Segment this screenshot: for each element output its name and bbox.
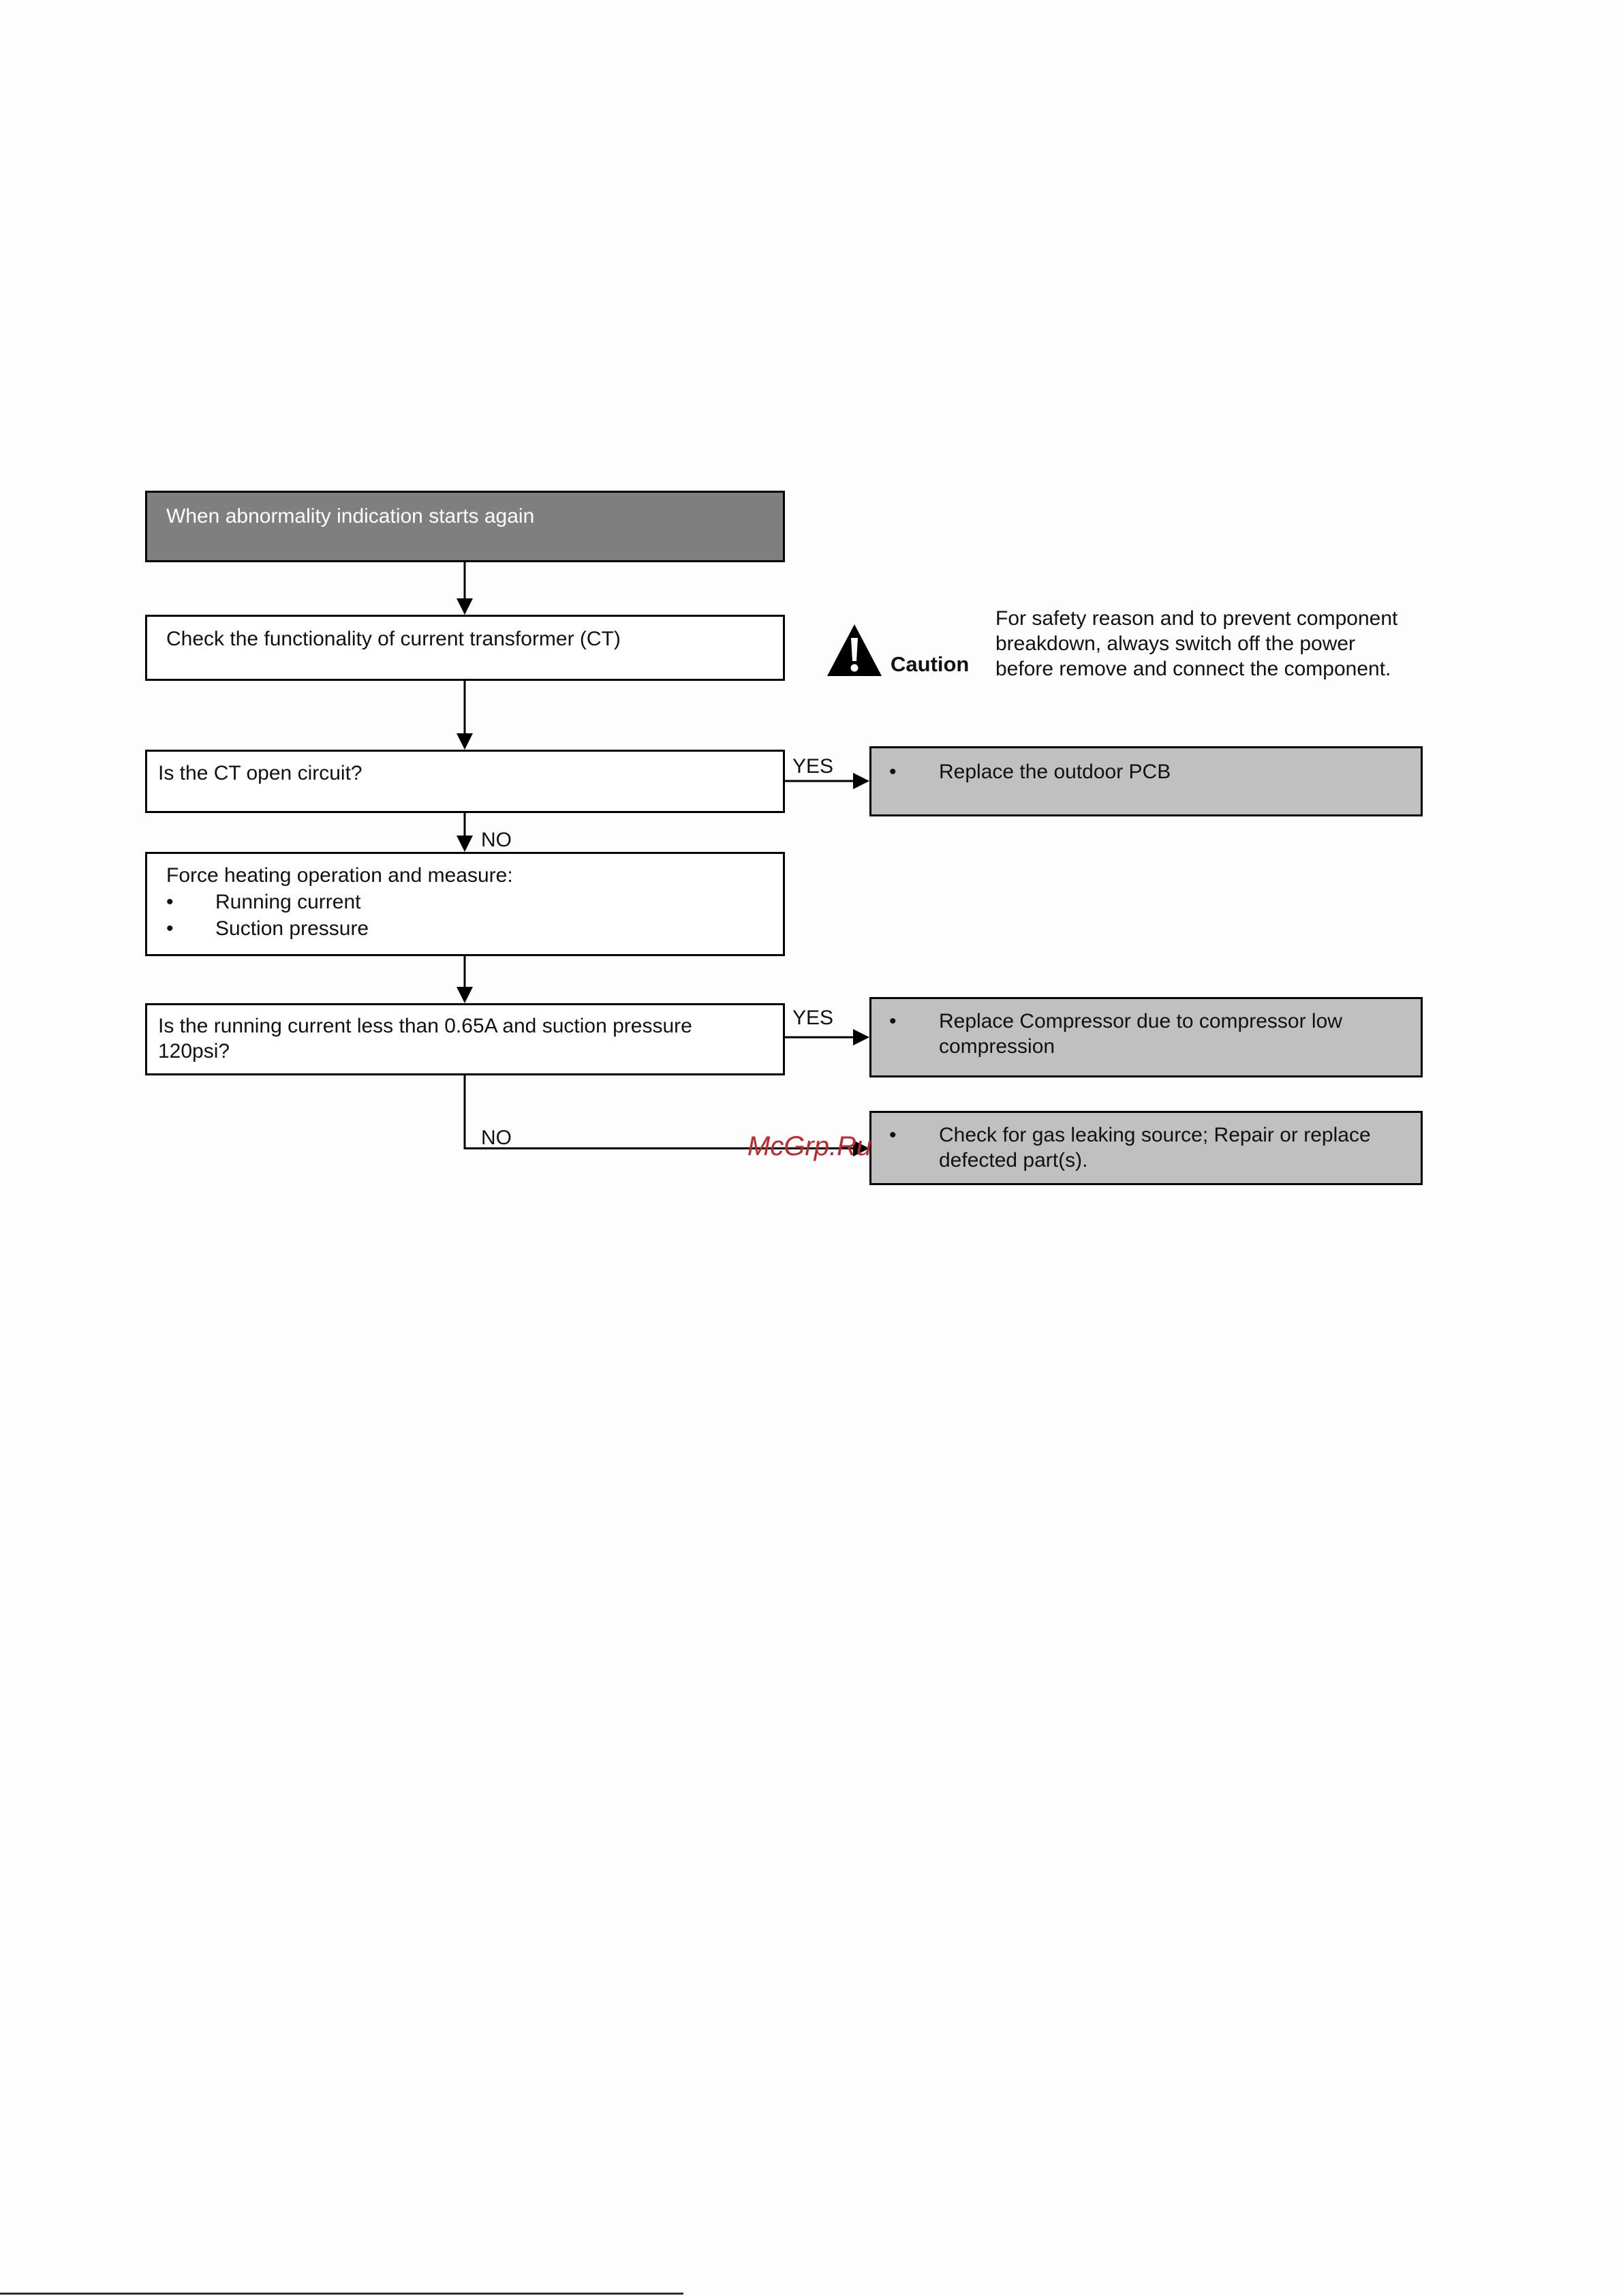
bullet: • <box>889 1124 897 1146</box>
check-ct-text: Check the functionality of current transformer (CT) <box>166 628 621 650</box>
bullet: • <box>166 891 174 913</box>
result-gas-leak-box <box>869 1111 1423 1185</box>
ct-open-question-text: Is the CT open circuit? <box>158 762 362 784</box>
caution-badge <box>826 622 976 690</box>
result-gas-leak-text: Check for gas leaking source; Repair or replace defected part(s). <box>939 1124 1371 1172</box>
arrowhead-5 <box>457 987 473 1003</box>
force-heating-title: Force heating operation and measure: <box>166 864 513 887</box>
result-replace-pcb-text: Replace the outdoor PCB <box>939 761 1171 783</box>
result-replace-pcb-box <box>869 746 1423 816</box>
bottom-rule <box>0 2293 683 2295</box>
running-current-question-box <box>145 1003 785 1075</box>
arrowhead-2 <box>457 733 473 750</box>
check-ct-box <box>145 615 785 681</box>
warning-icon <box>826 622 883 679</box>
yes-label-2: YES <box>792 1007 834 1029</box>
force-heating-item <box>147 915 783 942</box>
result-replace-compressor-box <box>869 997 1423 1077</box>
force-heating-item-text: Suction pressure <box>215 917 369 940</box>
start-box <box>145 491 785 562</box>
watermark: McGrp.Ru <box>747 1131 872 1161</box>
bullet: • <box>166 917 174 940</box>
force-heating-item-text: Running current <box>215 891 361 913</box>
no-label-2: NO <box>481 1127 512 1149</box>
ct-open-question-box <box>145 750 785 813</box>
yes-label-1: YES <box>792 755 834 778</box>
no-label-1: NO <box>481 829 512 851</box>
running-current-question-text: Is the running current less than 0.65A and suction pressure 120psi? <box>158 1015 692 1062</box>
arrowhead-1 <box>457 598 473 615</box>
force-heating-box <box>145 852 785 956</box>
arrowhead-3 <box>457 836 473 852</box>
bullet: • <box>889 1010 897 1032</box>
result-replace-compressor-text: Replace Compressor due to compressor low compression <box>939 1010 1342 1058</box>
caution-label: Caution <box>891 652 970 676</box>
arrowhead-6 <box>853 1029 869 1045</box>
arrowhead-4 <box>853 773 869 789</box>
force-heating-item <box>147 889 783 915</box>
caution-note: For safety reason and to prevent component breakdown, always switch off the power before remove and connect the component. <box>995 607 1398 680</box>
bullet: • <box>889 761 897 783</box>
start-text: When abnormality indication starts again <box>166 505 535 527</box>
